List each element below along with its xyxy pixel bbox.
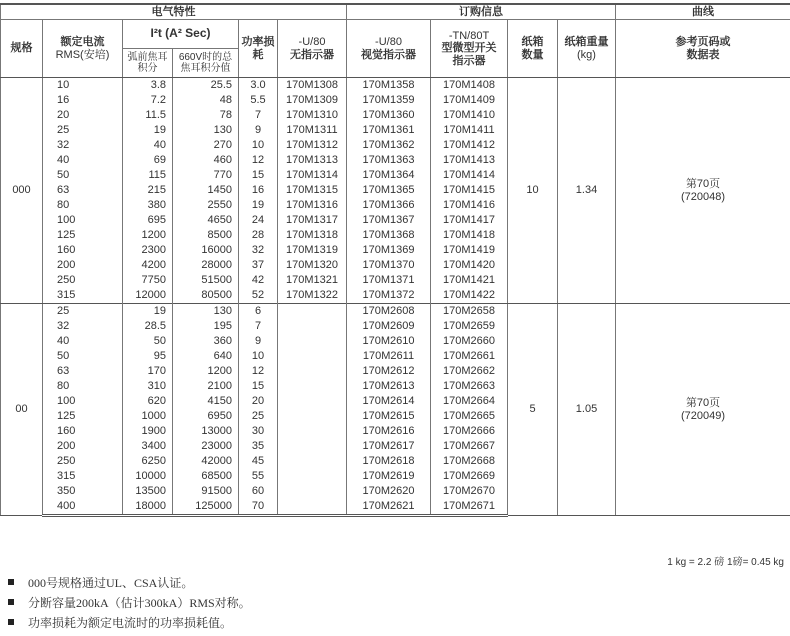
i2t-header: I²t (A² Sec)	[123, 20, 239, 49]
prearc-i2t-cell: 12000	[123, 288, 173, 304]
tn80t-cell: 170M2665	[431, 409, 508, 424]
u80-visual-cell: 170M2620	[347, 484, 431, 499]
u80-visual-cell: 170M1364	[347, 168, 431, 183]
u80-visual-cell: 170M2610	[347, 334, 431, 349]
prearc-i2t-cell: 310	[123, 379, 173, 394]
total-i2t-cell: 80500	[173, 288, 239, 304]
rated-current-cell: 200	[43, 439, 123, 454]
tn80t-cell: 170M2664	[431, 394, 508, 409]
carton-qty-label: 纸箱数量	[521, 35, 544, 61]
u80-none-cell: 170M1311	[278, 123, 347, 138]
note-text: 功率损耗为额定电流时的功率损耗值。	[28, 615, 233, 630]
u80-none-cell	[278, 439, 347, 454]
total-i2t-cell: 6950	[173, 409, 239, 424]
power-loss-cell: 7	[239, 319, 278, 334]
power-loss-cell: 28	[239, 228, 278, 243]
tn80t-cell: 170M2667	[431, 439, 508, 454]
tn80t-header	[431, 20, 508, 78]
rated-current-cell: 80	[43, 379, 123, 394]
rated-current-cell: 315	[43, 469, 123, 484]
power-loss-header: 功率损耗	[239, 20, 278, 78]
total-i2t-cell: 130	[173, 304, 239, 320]
rated-current-cell: 63	[43, 364, 123, 379]
table-row	[1, 78, 790, 94]
prearc-i2t-cell: 3.8	[123, 78, 173, 94]
u80-visual-cell: 170M1358	[347, 78, 431, 94]
rated-current-cell: 40	[43, 153, 123, 168]
power-loss-cell: 16	[239, 183, 278, 198]
tn80t-cell: 170M1410	[431, 108, 508, 123]
tn80t-cell: 170M1422	[431, 288, 508, 304]
rated-current-cell: 25	[43, 123, 123, 138]
rated-current-cell: 125	[43, 228, 123, 243]
power-loss-cell: 24	[239, 213, 278, 228]
u80-visual-cell: 170M2609	[347, 319, 431, 334]
fuse-spec-table	[0, 3, 790, 517]
prearc-i2t-cell: 7750	[123, 273, 173, 288]
prearc-i2t-cell: 380	[123, 198, 173, 213]
tn80t-label: 型微型开关指示器	[441, 42, 497, 67]
tn80t-code: -TN/80T	[448, 29, 490, 42]
u80-visual-cell: 170M2615	[347, 409, 431, 424]
prearc-i2t-cell: 215	[123, 183, 173, 198]
u80-none-cell: 170M1308	[278, 78, 347, 94]
u80-none-cell: 170M1315	[278, 183, 347, 198]
size-cell: 00	[1, 304, 43, 516]
u80-visual-code: -U/80	[375, 35, 402, 48]
total-i2t-cell: 130	[173, 123, 239, 138]
tn80t-cell: 170M2661	[431, 349, 508, 364]
rated-current-cell: 25	[43, 304, 123, 320]
u80-visual-cell: 170M1359	[347, 93, 431, 108]
power-loss-cell: 20	[239, 394, 278, 409]
power-loss-cell: 3.0	[239, 78, 278, 94]
u80-visual-cell: 170M1360	[347, 108, 431, 123]
total-i2t-cell: 16000	[173, 243, 239, 258]
reference-page: 第70页	[685, 177, 721, 190]
u80-none-cell	[278, 484, 347, 499]
rated-current-cell: 350	[43, 484, 123, 499]
rated-current-cell: 160	[43, 243, 123, 258]
prearc-i2t-cell: 4200	[123, 258, 173, 273]
reference-sheet: (720049)	[680, 409, 726, 422]
total-i2t-header	[173, 49, 239, 78]
prearc-label: 弧前焦耳积分	[127, 51, 168, 74]
u80-visual-cell: 170M1371	[347, 273, 431, 288]
u80-none-cell	[278, 409, 347, 424]
total-i2t-cell: 28000	[173, 258, 239, 273]
size-header	[1, 20, 43, 78]
total-i2t-cell: 4650	[173, 213, 239, 228]
power-loss-cell: 10	[239, 138, 278, 153]
u80-visual-cell: 170M1361	[347, 123, 431, 138]
power-loss-cell: 30	[239, 424, 278, 439]
power-loss-cell: 55	[239, 469, 278, 484]
power-loss-cell: 60	[239, 484, 278, 499]
u80-visual-cell: 170M2613	[347, 379, 431, 394]
carton-weight-unit: (kg)	[577, 48, 596, 61]
rated-current-cell: 160	[43, 424, 123, 439]
group-order-header: 订购信息	[347, 4, 616, 20]
size-cell: 000	[1, 78, 43, 304]
total-i2t-label: 660V时的总焦耳积分值	[178, 51, 233, 74]
u80-visual-cell: 170M2608	[347, 304, 431, 320]
u80-none-cell: 170M1316	[278, 198, 347, 213]
power-loss-cell: 19	[239, 198, 278, 213]
tn80t-cell: 170M1421	[431, 273, 508, 288]
power-loss-cell: 5.5	[239, 93, 278, 108]
power-loss-cell: 52	[239, 288, 278, 304]
tn80t-cell: 170M1416	[431, 198, 508, 213]
prearc-i2t-cell: 40	[123, 138, 173, 153]
group-curve-header: 曲线	[616, 4, 790, 20]
tn80t-cell: 170M1408	[431, 78, 508, 94]
u80-none-code: -U/80	[298, 35, 326, 48]
total-i2t-cell: 51500	[173, 273, 239, 288]
prearc-i2t-cell: 13500	[123, 484, 173, 499]
power-loss-cell: 35	[239, 439, 278, 454]
u80-none-cell: 170M1317	[278, 213, 347, 228]
total-i2t-cell: 460	[173, 153, 239, 168]
u80-visual-cell: 170M2616	[347, 424, 431, 439]
rated-current-cell: 20	[43, 108, 123, 123]
u80-none-cell: 170M1314	[278, 168, 347, 183]
group-electrical-header: 电气特性	[1, 4, 347, 20]
u80-visual-cell: 170M1372	[347, 288, 431, 304]
u80-visual-cell: 170M2621	[347, 499, 431, 516]
u80-visual-label: 视觉指示器	[361, 48, 416, 61]
rated-current-cell: 200	[43, 258, 123, 273]
u80-visual-header	[347, 20, 431, 78]
table-body	[1, 78, 790, 516]
power-loss-cell: 10	[239, 349, 278, 364]
prearc-i2t-cell: 3400	[123, 439, 173, 454]
power-loss-cell: 42	[239, 273, 278, 288]
total-i2t-cell: 360	[173, 334, 239, 349]
u80-none-cell	[278, 379, 347, 394]
prearc-i2t-cell: 19	[123, 304, 173, 320]
unit-conversion: 1 kg = 2.2 磅 1磅= 0.45 kg	[667, 557, 784, 568]
prearc-i2t-cell: 19	[123, 123, 173, 138]
total-i2t-cell: 13000	[173, 424, 239, 439]
power-loss-cell: 12	[239, 153, 278, 168]
prearc-i2t-cell: 1000	[123, 409, 173, 424]
prearc-i2t-cell: 18000	[123, 499, 173, 516]
power-loss-cell: 15	[239, 379, 278, 394]
note-text: 000号规格通过UL、CSA认证。	[28, 575, 194, 590]
total-i2t-cell: 48	[173, 93, 239, 108]
tn80t-cell: 170M1420	[431, 258, 508, 273]
table-row	[1, 304, 790, 320]
total-i2t-cell: 91500	[173, 484, 239, 499]
total-i2t-cell: 770	[173, 168, 239, 183]
rated-current-cell: 250	[43, 454, 123, 469]
tn80t-cell: 170M2658	[431, 304, 508, 320]
total-i2t-cell: 2550	[173, 198, 239, 213]
rated-current-header	[43, 20, 123, 78]
rated-current-cell: 40	[43, 334, 123, 349]
tn80t-cell: 170M2668	[431, 454, 508, 469]
note-item	[0, 612, 251, 632]
rated-current-cell: 10	[43, 78, 123, 94]
u80-none-label: 无指示器	[290, 48, 334, 61]
rated-current-unit: RMS(安培)	[55, 48, 110, 61]
power-loss-cell: 9	[239, 334, 278, 349]
power-loss-cell: 15	[239, 168, 278, 183]
note-item	[0, 592, 251, 612]
carton-qty-header	[508, 20, 558, 78]
reference-cell	[616, 304, 790, 516]
prearc-i2t-cell: 695	[123, 213, 173, 228]
power-loss-cell: 25	[239, 409, 278, 424]
u80-none-cell: 170M1318	[278, 228, 347, 243]
total-i2t-cell: 23000	[173, 439, 239, 454]
rated-current-cell: 63	[43, 183, 123, 198]
tn80t-cell: 170M1415	[431, 183, 508, 198]
u80-visual-cell: 170M1369	[347, 243, 431, 258]
prearc-i2t-cell: 69	[123, 153, 173, 168]
tn80t-cell: 170M2669	[431, 469, 508, 484]
total-i2t-cell: 125000	[173, 499, 239, 516]
prearc-i2t-cell: 95	[123, 349, 173, 364]
rated-current-cell: 32	[43, 319, 123, 334]
total-i2t-cell: 2100	[173, 379, 239, 394]
power-loss-cell: 37	[239, 258, 278, 273]
u80-none-cell: 170M1312	[278, 138, 347, 153]
total-i2t-cell: 1200	[173, 364, 239, 379]
u80-visual-cell: 170M1368	[347, 228, 431, 243]
u80-visual-cell: 170M2614	[347, 394, 431, 409]
power-loss-cell: 6	[239, 304, 278, 320]
tn80t-cell: 170M1409	[431, 93, 508, 108]
power-loss-cell: 32	[239, 243, 278, 258]
carton-weight-cell: 1.34	[558, 78, 616, 304]
power-loss-cell: 12	[239, 364, 278, 379]
u80-visual-cell: 170M1370	[347, 258, 431, 273]
u80-visual-cell: 170M1363	[347, 153, 431, 168]
rated-current-cell: 250	[43, 273, 123, 288]
total-i2t-cell: 4150	[173, 394, 239, 409]
prearc-i2t-cell: 1900	[123, 424, 173, 439]
total-i2t-cell: 8500	[173, 228, 239, 243]
reference-header	[616, 20, 790, 78]
carton-weight-label: 纸箱重量	[564, 35, 609, 48]
prearc-i2t-cell: 2300	[123, 243, 173, 258]
prearc-i2t-cell: 50	[123, 334, 173, 349]
u80-none-cell	[278, 304, 347, 320]
rated-current-cell: 50	[43, 168, 123, 183]
u80-none-cell	[278, 499, 347, 516]
u80-visual-cell: 170M2618	[347, 454, 431, 469]
rated-current-cell: 80	[43, 198, 123, 213]
reference-sheet: (720048)	[680, 190, 726, 203]
u80-none-cell	[278, 349, 347, 364]
note-text: 分断容量200kA（估计300kA）RMS对称。	[28, 595, 251, 610]
tn80t-cell: 170M2663	[431, 379, 508, 394]
tn80t-cell: 170M2666	[431, 424, 508, 439]
carton-weight-header	[558, 20, 616, 78]
prearc-i2t-cell: 620	[123, 394, 173, 409]
tn80t-cell: 170M1419	[431, 243, 508, 258]
u80-visual-cell: 170M2617	[347, 439, 431, 454]
rated-current-label: 额定电流	[60, 35, 105, 48]
total-i2t-cell: 42000	[173, 454, 239, 469]
bullet-icon	[8, 579, 14, 585]
total-i2t-cell: 78	[173, 108, 239, 123]
carton-qty-cell: 10	[508, 78, 558, 304]
rated-current-cell: 315	[43, 288, 123, 304]
carton-qty-cell: 5	[508, 304, 558, 516]
power-loss-cell: 7	[239, 108, 278, 123]
u80-none-cell: 170M1321	[278, 273, 347, 288]
prearc-i2t-cell: 6250	[123, 454, 173, 469]
u80-none-cell: 170M1310	[278, 108, 347, 123]
u80-none-cell	[278, 454, 347, 469]
prearc-i2t-cell: 28.5	[123, 319, 173, 334]
u80-visual-cell: 170M1367	[347, 213, 431, 228]
total-i2t-cell: 25.5	[173, 78, 239, 94]
total-i2t-cell: 68500	[173, 469, 239, 484]
rated-current-cell: 100	[43, 213, 123, 228]
tn80t-cell: 170M2659	[431, 319, 508, 334]
bullet-icon	[8, 619, 14, 625]
tn80t-cell: 170M1412	[431, 138, 508, 153]
total-i2t-cell: 270	[173, 138, 239, 153]
prearc-i2t-cell: 7.2	[123, 93, 173, 108]
tn80t-cell: 170M1418	[431, 228, 508, 243]
total-i2t-cell: 640	[173, 349, 239, 364]
u80-none-cell	[278, 319, 347, 334]
tn80t-cell: 170M2671	[431, 499, 508, 516]
u80-none-cell: 170M1320	[278, 258, 347, 273]
power-loss-cell: 9	[239, 123, 278, 138]
u80-visual-cell: 170M2611	[347, 349, 431, 364]
total-i2t-cell: 1450	[173, 183, 239, 198]
power-loss-cell: 45	[239, 454, 278, 469]
u80-none-header	[278, 20, 347, 78]
u80-none-cell: 170M1313	[278, 153, 347, 168]
tn80t-cell: 170M2660	[431, 334, 508, 349]
u80-visual-cell: 170M1362	[347, 138, 431, 153]
reference-page: 第70页	[685, 396, 721, 409]
rated-current-cell: 32	[43, 138, 123, 153]
u80-none-cell	[278, 334, 347, 349]
prearc-i2t-cell: 10000	[123, 469, 173, 484]
prearc-header	[123, 49, 173, 78]
prearc-i2t-cell: 115	[123, 168, 173, 183]
u80-none-cell	[278, 469, 347, 484]
prearc-i2t-cell: 170	[123, 364, 173, 379]
u80-none-cell: 170M1309	[278, 93, 347, 108]
tn80t-cell: 170M2670	[431, 484, 508, 499]
u80-visual-cell: 170M1365	[347, 183, 431, 198]
u80-none-cell	[278, 424, 347, 439]
tn80t-cell: 170M2662	[431, 364, 508, 379]
u80-visual-cell: 170M2619	[347, 469, 431, 484]
rated-current-cell: 400	[43, 499, 123, 516]
rated-current-cell: 16	[43, 93, 123, 108]
prearc-i2t-cell: 11.5	[123, 108, 173, 123]
u80-none-cell	[278, 394, 347, 409]
size-header-label: 规格	[10, 42, 33, 55]
carton-weight-cell: 1.05	[558, 304, 616, 516]
prearc-i2t-cell: 1200	[123, 228, 173, 243]
rated-current-cell: 100	[43, 394, 123, 409]
tn80t-cell: 170M1417	[431, 213, 508, 228]
tn80t-cell: 170M1414	[431, 168, 508, 183]
tn80t-cell: 170M1413	[431, 153, 508, 168]
rated-current-cell: 50	[43, 349, 123, 364]
tn80t-cell: 170M1411	[431, 123, 508, 138]
power-loss-cell: 70	[239, 499, 278, 516]
u80-none-cell	[278, 364, 347, 379]
u80-visual-cell: 170M1366	[347, 198, 431, 213]
u80-none-cell: 170M1319	[278, 243, 347, 258]
u80-none-cell: 170M1322	[278, 288, 347, 304]
bullet-icon	[8, 599, 14, 605]
reference-cell	[616, 78, 790, 304]
total-i2t-cell: 195	[173, 319, 239, 334]
notes-list	[0, 572, 251, 632]
reference-label: 参考页码或数据表	[675, 35, 731, 61]
u80-visual-cell: 170M2612	[347, 364, 431, 379]
rated-current-cell: 125	[43, 409, 123, 424]
note-item	[0, 572, 251, 592]
